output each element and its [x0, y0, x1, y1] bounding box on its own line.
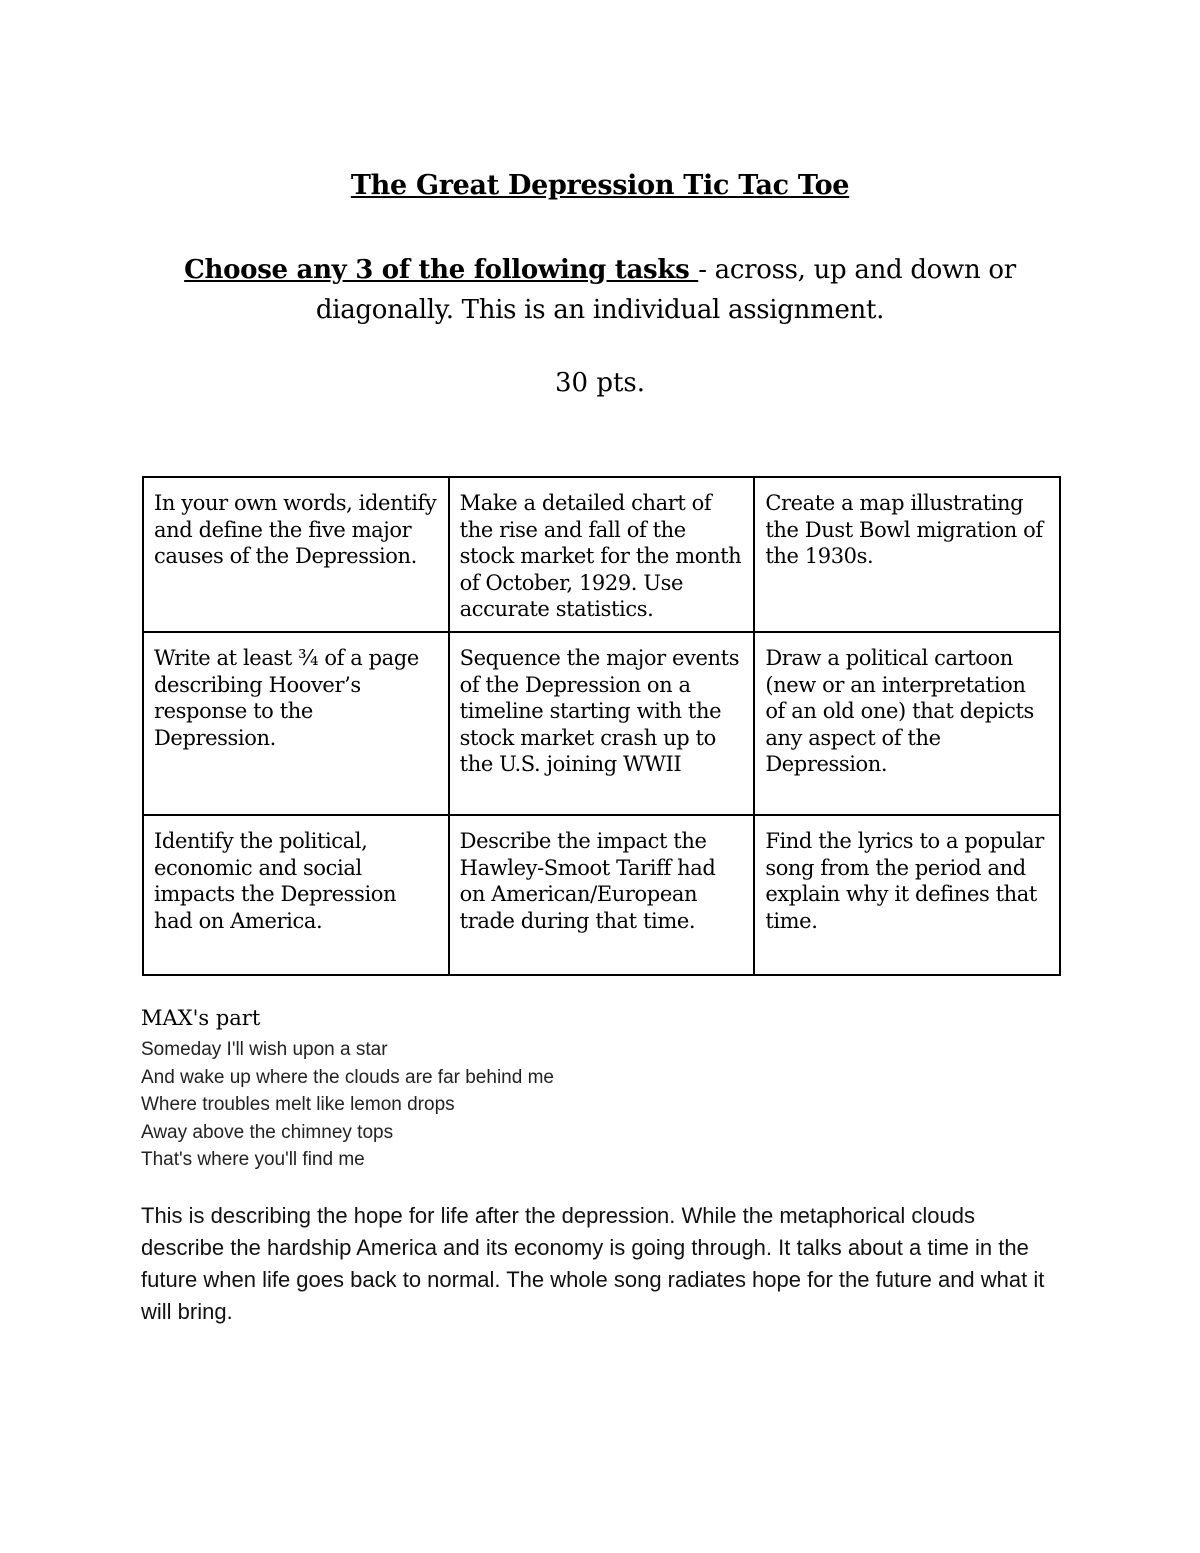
grid-cell: Make a detailed chart of the rise and fall of the stock market for the month of October, 1929. Use accurate statistics. [449, 477, 755, 632]
instructions-rest: - across, up and down or diagonally. This is an individual assignment. [315, 255, 1016, 325]
grid-cell: Describe the impact the Hawley-Smoot Tariff had on American/European trade during that time. [449, 815, 755, 975]
lyric-line: That's where you'll find me [141, 1149, 365, 1170]
lyric-line: Away above the chimney tops [141, 1121, 394, 1143]
lyric-line: Someday I'll wish upon a star [141, 1039, 388, 1060]
grid-cell: In your own words, identify and define the five major causes of the Depression. [143, 477, 449, 632]
grid-cell: Find the lyrics to a popular song from the period and explain why it defines that time. [754, 815, 1060, 975]
grid-cell: Create a map illustrating the Dust Bowl migration of the 1930s. [754, 477, 1060, 632]
points-value: 30 pts. [554, 368, 646, 398]
grid-cell: Identify the political, economic and social impacts the Depression had on America. [143, 815, 449, 975]
grid-cell: Write at least ¾ of a page describing Hoover’s response to the Depression. [143, 632, 449, 815]
response-label: MAX's part [141, 1006, 261, 1030]
explanation-paragraph: This is describing the hope for life after the depression. While the metaphorical clouds describe the hardship America and its economy is going through. It talks about a time in the future when life goes back to normal. The whole song radiates hope for the future and what it will bring. [141, 1203, 1045, 1324]
grid-row [143, 632, 1060, 815]
lyric-line: And wake up where the clouds are far behind me [141, 1066, 554, 1088]
instructions [150, 250, 1050, 330]
grid-cell: Sequence the major events of the Depression on a timeline starting with the stock market crash up to the U.S. joining WWII [449, 632, 755, 815]
instructions-lead: Choose any 3 of the following tasks [184, 255, 699, 285]
tic-tac-toe-grid [142, 476, 1061, 976]
lyric-line: Where troubles melt like lemon drops [141, 1094, 455, 1115]
lyrics-block [141, 1036, 554, 1174]
grid-row [143, 815, 1060, 975]
grid-row [143, 477, 1060, 632]
grid-cell: Draw a political cartoon (new or an interpretation of an old one) that depicts any aspect of the Depression. [754, 632, 1060, 815]
document-title: The Great Depression Tic Tac Toe [350, 170, 850, 201]
